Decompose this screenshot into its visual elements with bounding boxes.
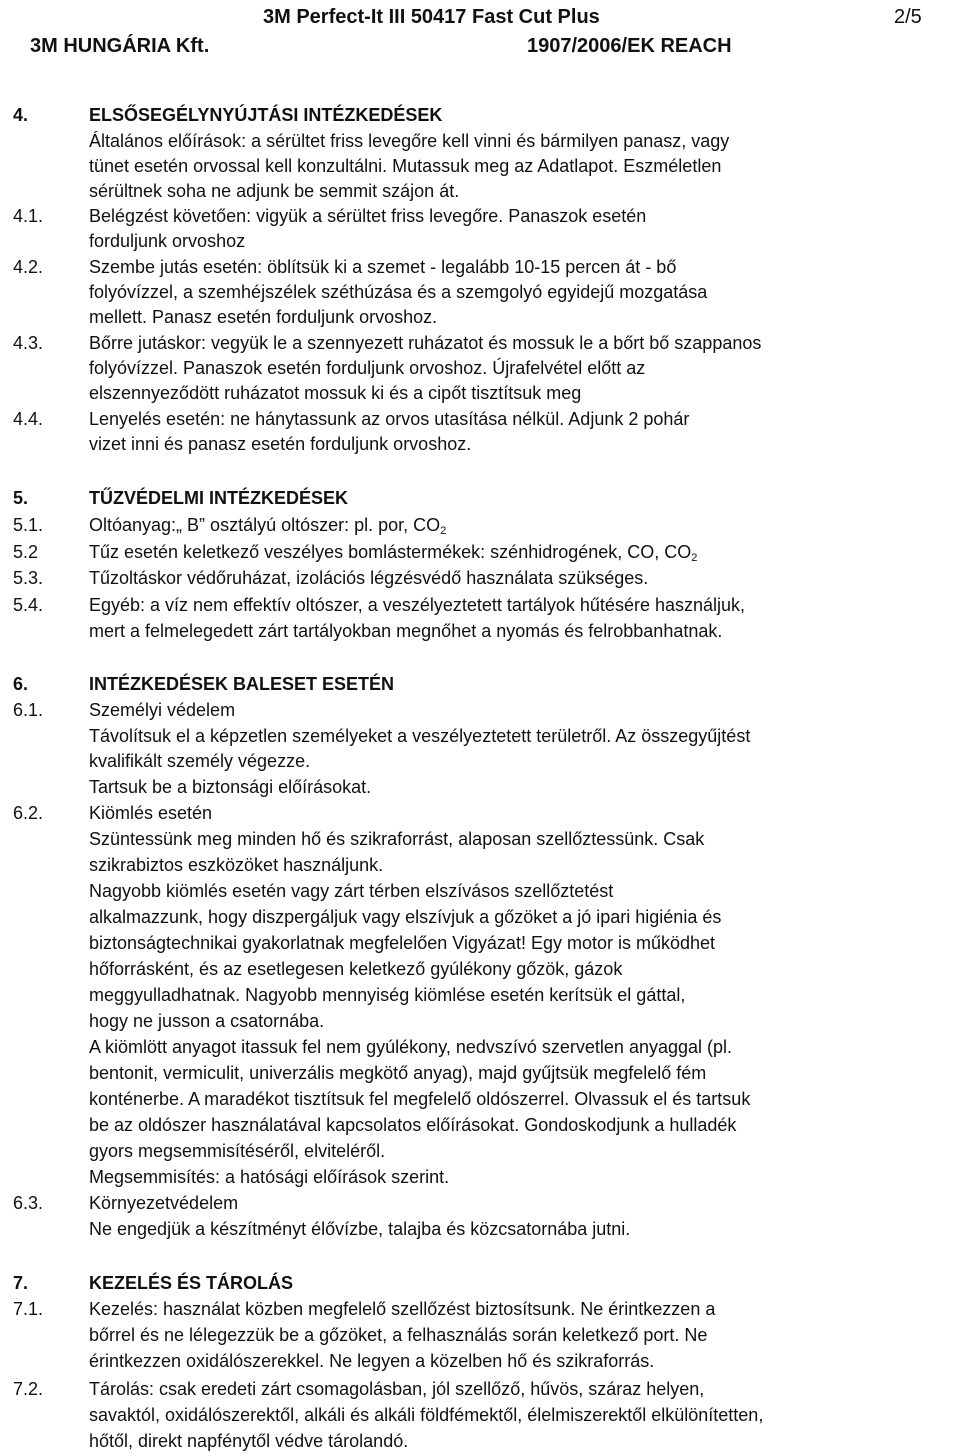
text-line: Személyi védelem bbox=[89, 700, 236, 720]
section-heading: ELSŐSEGÉLYNYÚJTÁSI INTÉZKEDÉSEK bbox=[89, 105, 443, 125]
section-number: 7. bbox=[13, 1273, 29, 1293]
section-number: 7.1. bbox=[13, 1299, 44, 1319]
section-number: 6.3. bbox=[13, 1193, 44, 1213]
text-line: Kezelés: használat közben megfelelő szellőzést biztosítsunk. Ne érintkezzen a bbox=[89, 1299, 716, 1319]
text-line: konténerbe. A maradékot tisztítsuk fel megfelelő oldószerrel. Olvassuk el és tartsuk bbox=[89, 1089, 751, 1109]
text-line: Oltóanyag:„ B” osztályú oltószer: pl. por, $CO_2$ bbox=[89, 515, 447, 537]
section-number: 4.4. bbox=[13, 409, 44, 429]
text-line: Tárolás: csak eredeti zárt csomagolásban, jól szellőző, hűvös, száraz helyen, bbox=[89, 1379, 705, 1399]
text-line: Tartsuk be a biztonsági előírásokat. bbox=[89, 777, 372, 797]
text-line: Szembe jutás esetén: öblítsük ki a szemet - legalább 10-15 percen át - bő bbox=[89, 257, 677, 277]
header-product: 3M Perfect-It III 50417 Fast Cut Plus bbox=[263, 6, 600, 28]
text-line: Bőrre jutáskor: vegyük le a szennyezett ruházatot és mossuk le a bőrt bő szappanos bbox=[89, 333, 762, 353]
text-line: Általános előírások: a sérültet friss levegőre kell vinni és bármilyen panasz, vagy bbox=[89, 131, 730, 151]
header-page-number: 2/5 bbox=[894, 6, 922, 28]
text-line: Távolítsuk el a képzetlen személyeket a veszélyeztetett területről. Az összegyűjtést bbox=[89, 726, 751, 746]
section-number: 4.3. bbox=[13, 333, 44, 353]
section-number: 4.1. bbox=[13, 206, 44, 226]
text-line: szikrabiztos eszközöket használjunk. bbox=[89, 855, 384, 875]
text-line: mert a felmelegedett zárt tartályokban megnőhet a nyomás és felrobbanhatnak. bbox=[89, 621, 723, 641]
text-line: tünet esetén orvossal kell konzultálni. Mutassuk meg az Adatlapot. Eszméletlen bbox=[89, 156, 722, 176]
text-line: folyóvízzel. Panaszok esetén forduljunk orvoshoz. Újrafelvétel előtt az bbox=[89, 358, 646, 378]
header-company: 3M HUNGÁRIA Kft. bbox=[30, 35, 210, 57]
section-heading: INTÉZKEDÉSEK BALESET ESETÉN bbox=[89, 674, 395, 694]
text-line: Tűzoltáskor védőruházat, izolációs légzésvédő használata szükséges. bbox=[89, 568, 649, 588]
text-line: A kiömlött anyagot itassuk fel nem gyúlékony, nedvszívó szervetlen anyaggal (pl. bbox=[89, 1037, 733, 1057]
section-number: 4. bbox=[13, 105, 29, 125]
text-line: biztonságtechnikai gyakorlatnak megfelelően Vigyázat! Egy motor is működhet bbox=[89, 933, 716, 953]
section-number: 6.2. bbox=[13, 803, 44, 823]
text-line: Tűz esetén keletkező veszélyes bomlástermékek: szénhidrogének, CO, $CO_2$ bbox=[89, 542, 698, 564]
text-line: gyors megsemmisítéséről, elviteléről. bbox=[89, 1141, 386, 1161]
section-number: 6. bbox=[13, 674, 29, 694]
header-regulation: 1907/2006/EK REACH bbox=[527, 35, 732, 57]
text-line: Nagyobb kiömlés esetén vagy zárt térben elszívásos szellőztetést bbox=[89, 881, 614, 901]
section-heading: KEZELÉS ÉS TÁROLÁS bbox=[89, 1273, 294, 1293]
section-heading: TŰZVÉDELMI INTÉZKEDÉSEK bbox=[89, 488, 349, 508]
section-number: 6.1. bbox=[13, 700, 44, 720]
text-line: be az oldószer használatával kapcsolatos előírásokat. Gondoskodjunk a hulladék bbox=[89, 1115, 737, 1135]
text-line: meggyulladhatnak. Nagyobb mennyiség kiömlése esetén kerítsük el gáttal, bbox=[89, 985, 686, 1005]
text-line: kvalifikált személy végezze. bbox=[89, 751, 311, 771]
section-number: 7.2. bbox=[13, 1379, 44, 1399]
text-line: alkalmazzunk, hogy diszpergáljuk vagy elszívjuk a gőzöket a jó ipari higiénia és bbox=[89, 907, 722, 927]
section-number: 4.2. bbox=[13, 257, 44, 277]
text-line: Megsemmisítés: a hatósági előírások szerint. bbox=[89, 1167, 450, 1187]
section-number: 5.3. bbox=[13, 568, 44, 588]
section-number: 5.2 bbox=[13, 542, 39, 562]
text-line: folyóvízzel, a szemhéjszélek széthúzása és a szemgolyó egyidejű mozgatása bbox=[89, 282, 708, 302]
section-number: 5.4. bbox=[13, 595, 44, 615]
text-line: Egyéb: a víz nem effektív oltószer, a veszélyeztetett tartályok hűtésére használjuk, bbox=[89, 595, 746, 615]
text-line: hőtől, direkt napfénytől védve tárolandó. bbox=[89, 1431, 409, 1451]
text-line: mellett. Panasz esetén forduljunk orvoshoz. bbox=[89, 307, 438, 327]
text-line: vizet inni és panasz esetén forduljunk orvoshoz. bbox=[89, 434, 472, 454]
text-line: elszennyeződött ruházatot mossuk ki és a cipőt tisztítsuk meg bbox=[89, 383, 582, 403]
text-line: Környezetvédelem bbox=[89, 1193, 239, 1213]
text-line: Ne engedjük a készítményt élővízbe, talajba és közcsatornába jutni. bbox=[89, 1219, 631, 1239]
text-line: forduljunk orvoshoz bbox=[89, 231, 246, 251]
text-line: savaktól, oxidálószerektől, alkáli és alkáli földfémektől, élelmiszerektől elkülönítetten, bbox=[89, 1405, 764, 1425]
text-line: Belégzést követően: vigyük a sérültet friss levegőre. Panaszok esetén bbox=[89, 206, 647, 226]
section-number: 5.1. bbox=[13, 515, 44, 535]
text-line: hőforrásként, és az esetlegesen keletkező gyúlékony gőzök, gázok bbox=[89, 959, 623, 979]
text-line: Lenyelés esetén: ne hánytassunk az orvos utasítása nélkül. Adjunk 2 pohár bbox=[89, 409, 690, 429]
text-line: bőrrel és ne lélegezzük be a gőzöket, a felhasználás során keletkező port. Ne bbox=[89, 1325, 708, 1345]
text-line: bentonit, vermiculit, univerzális megkötő anyag), majd gyűjtsük megfelelő fém bbox=[89, 1063, 707, 1083]
text-line: sérültnek soha ne adjunk be semmit szájon át. bbox=[89, 181, 460, 201]
text-line: érintkezzen oxidálószerekkel. Ne legyen a közelben hő és szikraforrás. bbox=[89, 1351, 655, 1371]
text-line: hogy ne jusson a csatornába. bbox=[89, 1011, 325, 1031]
text-line: Kiömlés esetén bbox=[89, 803, 213, 823]
text-line: Szüntessünk meg minden hő és szikraforrást, alaposan szellőztessünk. Csak bbox=[89, 829, 705, 849]
section-number: 5. bbox=[13, 488, 29, 508]
